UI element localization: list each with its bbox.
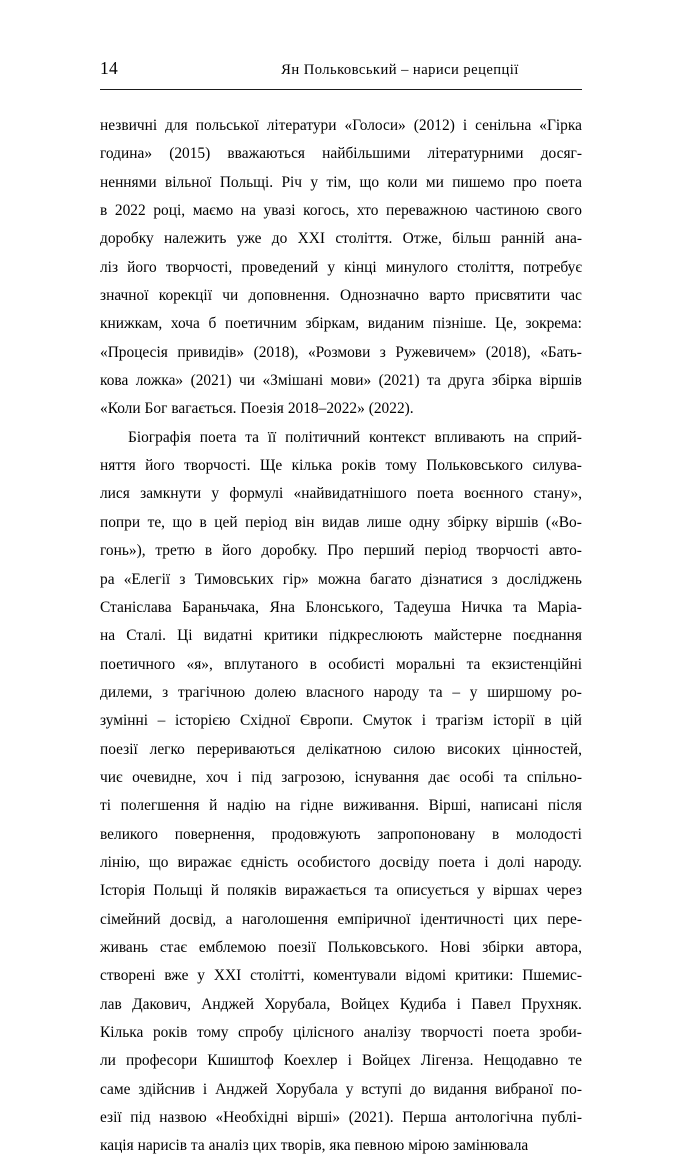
text-line: ті полегшення й надію на гідне виживання. Вірші, написані після [100,797,582,815]
running-head [100,60,582,84]
text-line: кація нарисів та аналіз цих творів, яка певною мірою замінювала [100,1137,529,1155]
paragraph [100,112,582,424]
text-line: незвичні для польської літератури «Голоси» (2012) і сенільна «Гірка [100,117,582,134]
text-line: чиє очевидне, хоч і під загрозою, існування дає особі та спільно- [100,768,582,786]
text-line: саме здійснив і Анджей Хорубала у вступі до видання вибраної по- [100,1080,582,1098]
text-line: книжкам, хоча б поетичним збіркам, виданим пізніше. Це, зокрема: [100,315,582,333]
text-line: година» (2015) вважаються найбільшими літературними досяг- [100,145,582,163]
text-line: поетичного «я», вплутаного в особисті моральні та екзистенційні [100,655,582,673]
text-line: «Коли Бог вагається. Поезія 2018–2022» (2022). [100,400,414,418]
text-line: ли професори Кшиштоф Коехлер і Войцех Лігенза. Нещодавно те [100,1052,582,1070]
text-line: поезії легко перериваються делікатною силою високих цінностей, [100,740,582,758]
text-line: лав Дакович, Анджей Хорубала, Войцех Кудиба і Павел Прухняк. [100,995,582,1013]
text-line: няття його творчості. Ще кілька років тому Польковського силува- [100,457,582,475]
text-line: на Сталі. Ці видатні критики підкреслюють майстерне поєднання [100,627,582,645]
page-number: 14 [100,58,118,78]
text-line: зумінні – історією Східної Європи. Смуток і трагізм історії в цій [100,712,582,730]
text-block [100,112,582,1161]
text-line: попри те, що в цей період він видав лише одну збірку віршів («Во- [100,513,582,531]
text-line: «Процесія привидів» (2018), «Розмови з Ружевичем» (2018), «Бать- [100,343,582,361]
text-line: створені вже у XXI столітті, коментували відомі критики: Пшемис- [100,967,582,985]
text-line: значної корекції чи доповнення. Однозначно варто присвятити час [100,287,582,305]
text-line: гонь»), третю в його доробку. Про перший період творчості авто- [100,542,582,560]
paragraph [100,424,582,1161]
text-line: доробку належить уже до XXI століття. Отже, більш ранній ана- [100,230,582,248]
text-line: езії під назвою «Необхідні вірші» (2021). Перша антологічна публі- [100,1109,582,1127]
running-title: Ян Польковський – нариси рецепції [281,62,519,78]
text-line: Станіслава Бараньчака, Яна Блонського, Тадеуша Ничка та Маріа- [100,598,582,616]
text-line: ра «Елегії з Тимовських гір» можна багато дізнатися з досліджень [100,570,582,588]
text-line: лінію, що виражає єдність особистого досвіду поета і долі народу. [100,853,582,871]
text-line: неннями вільної Польщі. Річ у тім, що коли ми пишемо про поета [100,173,582,191]
text-line: великого повернення, продовжують запропоновану в молодості [100,825,582,843]
header-rule [100,89,582,90]
text-line: сімейний досвід, а наголошення емпіричної ідентичності цих пере- [100,910,582,928]
text-line: Біографія поета та її політичний контекст впливають на сприй- [128,428,582,446]
text-line: лися замкнути у формулі «найвидатнішого поета воєнного стану», [100,485,582,503]
text-line: кова ложка» (2021) чи «Змішані мови» (2021) та друга збірка віршів [100,372,582,390]
text-line: Історія Польщі й поляків виражається та описується у віршах через [100,882,582,900]
text-line: в 2022 році, маємо на увазі когось, хто переважною частиною свого [100,202,582,220]
text-line: ліз його творчості, проведений у кінці минулого століття, потребує [100,258,582,276]
text-line: живань стає емблемою поезії Польковського. Нові збірки автора, [100,938,582,956]
text-line: Кілька років тому спробу цілісного аналізу творчості поета зроби- [100,1024,582,1041]
text-line: дилеми, з трагічною долею власного народу та – у ширшому ро- [100,683,582,701]
